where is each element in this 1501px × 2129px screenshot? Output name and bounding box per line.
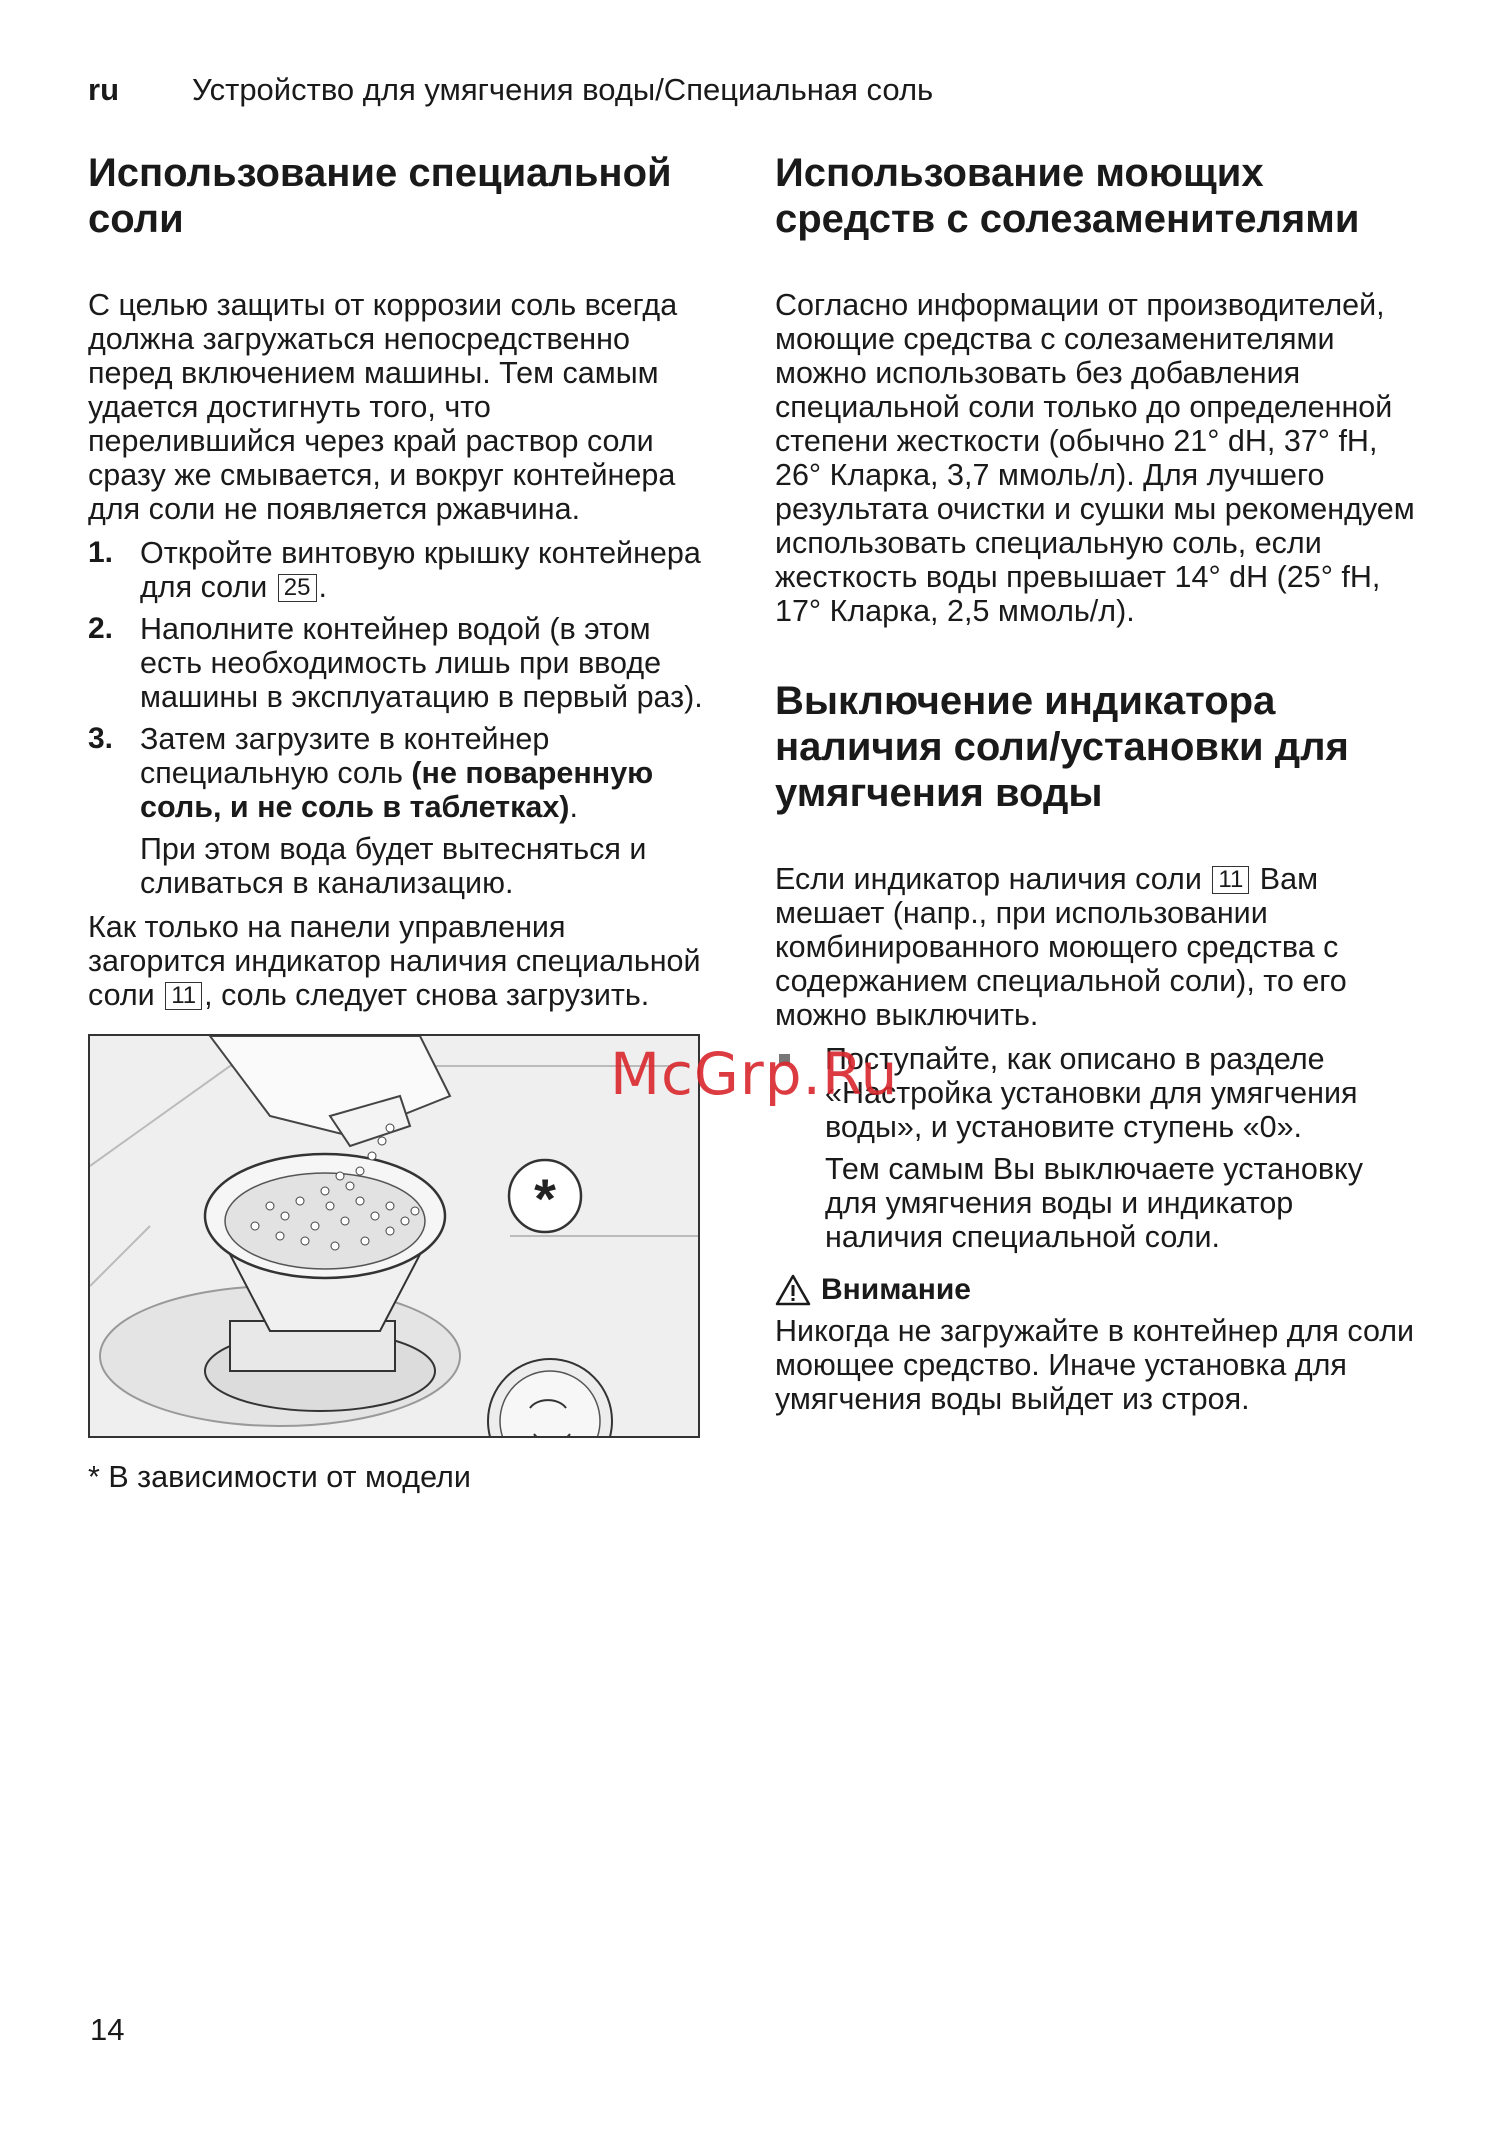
page-number: 14 [90, 2012, 125, 2047]
disable-paragraph: Если индикатор наличия соли 11 Вам мешает (напр., при использовании комбинированного моющего средства с содержанием специальной соли), то его можно выключить. [775, 862, 1347, 1032]
bullet-note: Тем самым Вы выключаете установку для умягчения воды и индикатор наличия специальной соли. [825, 1152, 1363, 1254]
model-dependent-marker: * [534, 1167, 556, 1230]
salt-container-illustration [88, 1034, 700, 1438]
warning-header: Внимание [775, 1272, 1415, 1308]
language-code: ru [88, 72, 119, 107]
step-3-note: При этом вода будет вытесняться и сливаться в канализацию. [140, 832, 647, 900]
refill-paragraph: Как только на панели управления загорится индикатор наличия специальной соли 11 , соль следует снова загрузить. [88, 910, 701, 1012]
warning-triangle-icon [775, 1274, 811, 1306]
left-column [88, 150, 704, 1494]
heading-disable-indicator: Выключение индикатора наличия соли/установки для умягчения воды [775, 679, 1349, 815]
ref-box: 25 [278, 574, 317, 602]
section-title: Устройство для умягчения воды/Специальная соль [192, 72, 934, 107]
step-3: 3. Затем загрузите в контейнер специальную соль (не поваренную соль, и не соль в таблетках). При этом вода будет вытесняться и сливаться в канализацию. [88, 722, 704, 900]
ref-box: 11 [1212, 866, 1249, 894]
right-column [775, 150, 1415, 1426]
footnote: * В зависимости от модели [88, 1460, 471, 1494]
watermark: McGrp.Ru [610, 1040, 899, 1108]
page-header [88, 70, 933, 110]
detergents-paragraph: Согласно информации от производителей, моющие средства с солезаменителями можно использовать без добавления специальной соли только до определенной степени жесткости (обычно 21° dH, 37° fH, 26° Кларка, 3,7 ммоль/л). Для лучшего результата очистки и сушки мы рекомендуем использовать специальную соль, если жесткость воды превышает 14° dH (25° fH, 17° Кларка, 2,5 ммоль/л). [775, 288, 1415, 628]
step-2: 2. Наполните контейнер водой (в этом есть необходимость лишь при вводе машины в эксплуатацию в первый раз). [88, 612, 703, 714]
steps-list [88, 536, 704, 900]
heading-detergents: Использование моющих средств с солезаменителями [775, 151, 1360, 241]
heading-special-salt: Использование специальной соли [88, 151, 672, 241]
warning-text: Никогда не загружайте в контейнер для соли моющее средство. Иначе установка для умягчения воды выйдет из строя. [775, 1314, 1415, 1416]
step-1: 1. Откройте винтовую крышку контейнера для соли 25 . [88, 536, 701, 604]
intro-paragraph: С целью защиты от коррозии соль всегда должна загружаться непосредственно перед включением машины. Тем самым удается достигнуть того, что перелившийся через край раствор соли сразу же смывается, и вокруг контейнера для соли не появляется ржавчина. [88, 288, 678, 526]
instruction-bullet: Поступайте, как описано в разделе «Настройка установки для умягчения воды», и установите ступень «0». Тем самым Вы выключаете установку для умягчения воды и индикатор наличия специальной соли. [775, 1042, 1415, 1254]
ref-box: 11 [165, 982, 202, 1010]
